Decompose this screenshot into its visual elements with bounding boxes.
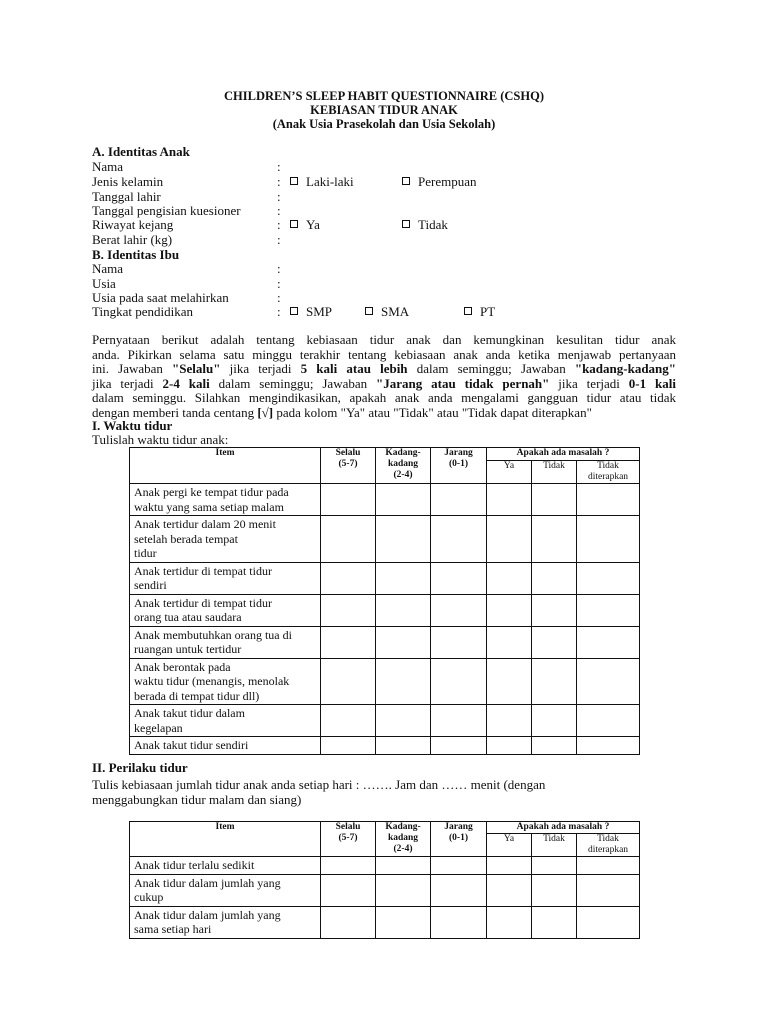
answer-cell-ya[interactable] [487,906,532,938]
answer-cell-tidak[interactable] [532,705,577,737]
label-tanggal-lahir: Tanggal lahir [92,189,161,204]
table-row [130,484,640,516]
answer-cell-ya[interactable] [487,737,532,755]
answer-cell-selalu[interactable] [321,484,376,516]
answer-cell-tidak[interactable] [532,562,577,594]
colon: : [277,261,281,276]
answer-cell-tidak[interactable] [532,626,577,658]
header-masalah: Apakah ada masalah ? [487,448,640,461]
table-row [130,516,640,563]
answer-cell-kadang[interactable] [376,516,431,563]
answer-cell-tidak[interactable] [532,594,577,626]
item-text: Anak tidur dalam jumlah yang [134,875,281,890]
answer-cell-ya[interactable] [487,562,532,594]
header-jarang: Jarang (0-1) [431,822,487,857]
answer-cell-tidak-diterapkan[interactable] [577,562,640,594]
item-text: Anak takut tidur sendiri [134,738,249,752]
answer-cell-jarang[interactable] [431,658,487,705]
table-row [130,737,640,755]
colon: : [277,304,281,319]
answer-cell-tidak-diterapkan[interactable] [577,705,640,737]
perilaku-tidur-table [129,821,640,939]
item-cell [130,906,321,938]
item-cell [130,705,321,737]
item-text: kegelapan [134,720,183,735]
colon: : [277,232,281,247]
colon: : [277,203,281,218]
answer-cell-ya[interactable] [487,626,532,658]
item-text: Anak membutuhkan orang tua di [134,627,292,642]
answer-cell-jarang[interactable] [431,562,487,594]
header-jarang: Jarang (0-1) [431,448,487,484]
answer-cell-tidak[interactable] [532,874,577,906]
answer-cell-tidak-diterapkan[interactable] [577,857,640,875]
answer-cell-jarang[interactable] [431,484,487,516]
label-usia: Usia [92,276,116,291]
item-text: Anak takut tidur dalam [134,706,245,720]
item-text: Anak tidur terlalu sedikit [134,858,255,872]
answer-cell-tidak[interactable] [532,484,577,516]
colon: : [277,217,281,232]
table-row [130,705,640,737]
table-row [130,906,640,938]
table-row [130,626,640,658]
section-1-subtitle: Tulislah waktu tidur anak: [92,432,229,447]
title-line-1: CHILDREN’S SLEEP HABIT QUESTIONNAIRE (CSHQ) [224,89,544,103]
item-text: waktu tidur (menangis, menolak [134,674,290,688]
item-text: waktu yang sama setiap malam [134,499,284,514]
checkbox-icon[interactable] [290,307,298,315]
answer-cell-tidak-diterapkan[interactable] [577,874,640,906]
answer-cell-jarang[interactable] [431,626,487,658]
answer-cell-kadang[interactable] [376,705,431,737]
label-nama-ibu: Nama [92,261,124,276]
label-jenis-kelamin: Jenis kelamin [92,174,164,189]
table-row [130,874,640,906]
option-laki-laki[interactable]: Laki-laki [290,174,354,190]
answer-cell-ya[interactable] [487,484,532,516]
answer-cell-kadang[interactable] [376,626,431,658]
answer-cell-selalu[interactable] [321,562,376,594]
answer-cell-jarang[interactable] [431,594,487,626]
answer-cell-selalu[interactable] [321,705,376,737]
instruction-line: ini. Jawaban "Selalu" jika terjadi 5 kali atau lebih dalam seminggu; Jawaban "kadang-kadang" [92,361,677,376]
answer-cell-kadang[interactable] [376,906,431,938]
answer-cell-kadang[interactable] [376,874,431,906]
table-row [130,562,640,594]
item-text: Anak berontak pada [134,659,231,674]
option-perempuan[interactable]: Perempuan [402,174,476,190]
option-smp[interactable]: SMP [290,304,332,320]
section-b-heading: B. Identitas Ibu [92,247,180,262]
waktu-tidur-table [129,447,640,755]
label-riwayat-kejang: Riwayat kejang [92,217,174,232]
colon: : [277,159,281,174]
answer-cell-tidak-diterapkan[interactable] [577,594,640,626]
header-tidak-diterapkan: Tidak diterapkan [577,461,640,484]
checkbox-icon[interactable] [402,177,410,185]
answer-cell-tidak[interactable] [532,516,577,563]
answer-cell-selalu[interactable] [321,874,376,906]
answer-cell-selalu[interactable] [321,626,376,658]
item-text: ruangan untuk tertidur [134,642,242,656]
item-cell [130,594,321,626]
answer-cell-jarang[interactable] [431,857,487,875]
answer-cell-kadang[interactable] [376,484,431,516]
answer-cell-selalu[interactable] [321,594,376,626]
item-cell [130,626,321,658]
header-ya: Ya [487,461,532,484]
checkbox-icon[interactable] [290,177,298,185]
answer-cell-selalu[interactable] [321,737,376,755]
label-berat-lahir: Berat lahir (kg) [92,232,173,247]
item-text: sama setiap hari [134,922,212,936]
answer-cell-kadang[interactable] [376,562,431,594]
item-text: setelah berada tempat [134,531,238,546]
answer-cell-ya[interactable] [487,874,532,906]
answer-cell-tidak-diterapkan[interactable] [577,626,640,658]
item-cell [130,516,321,563]
item-cell [130,658,321,705]
header-item: Item [130,822,321,857]
answer-cell-tidak-diterapkan[interactable] [577,516,640,563]
item-text: cukup [134,890,164,904]
table-row [130,857,640,875]
header-kadang: Kadang- kadang (2-4) [376,822,431,857]
table-row [130,594,640,626]
answer-cell-kadang[interactable] [376,658,431,705]
answer-cell-selalu[interactable] [321,906,376,938]
section-1-heading: I. Waktu tidur [92,418,173,433]
option-pt[interactable]: PT [464,304,495,320]
answer-cell-tidak-diterapkan[interactable] [577,737,640,755]
answer-cell-ya[interactable] [487,658,532,705]
answer-cell-tidak[interactable] [532,737,577,755]
section-a-heading: A. Identitas Anak [92,144,190,159]
answer-cell-tidak[interactable] [532,906,577,938]
header-selalu: Selalu (5-7) [321,448,376,484]
title-line-3: (Anak Usia Prasekolah dan Usia Sekolah) [272,117,496,131]
header-tidak-diterapkan: Tidak diterapkan [577,834,640,857]
item-text: Anak tertidur dalam 20 menit [134,517,276,531]
answer-cell-selalu[interactable] [321,658,376,705]
answer-cell-ya[interactable] [487,594,532,626]
header-ya: Ya [487,834,532,857]
item-text: Anak pergi ke tempat tidur pada [134,485,289,499]
answer-cell-tidak-diterapkan[interactable] [577,658,640,705]
answer-cell-kadang[interactable] [376,857,431,875]
item-text: orang tua atau saudara [134,610,242,624]
header-masalah: Apakah ada masalah ? [487,822,640,834]
label-tingkat-pendidikan: Tingkat pendidikan [92,304,193,319]
title-line-2: KEBIASAN TIDUR ANAK [310,103,458,117]
item-text: Anak tidur dalam jumlah yang [134,907,281,922]
answer-cell-jarang[interactable] [431,906,487,938]
header-selalu: Selalu (5-7) [321,822,376,857]
colon: : [277,290,281,305]
header-tidak: Tidak [532,461,577,484]
item-text: sendiri [134,578,167,592]
label-tanggal-pengisian: Tanggal pengisian kuesioner [92,203,241,218]
option-sma[interactable]: SMA [365,304,409,320]
label-nama-anak: Nama [92,159,124,174]
instruction-line: dengan memberi tanda centang [√] pada kolom "Ya" atau "Tidak" atau "Tidak dapat diterapkan" [92,404,592,420]
item-cell [130,857,321,875]
option-tidak[interactable]: Tidak [402,217,448,233]
item-cell [130,562,321,594]
answer-cell-jarang[interactable] [431,737,487,755]
section-2-line-2: menggabungkan tidur malam dan siang) [92,792,302,807]
item-cell [130,874,321,906]
answer-cell-tidak-diterapkan[interactable] [577,906,640,938]
answer-cell-kadang[interactable] [376,594,431,626]
answer-cell-jarang[interactable] [431,705,487,737]
answer-cell-jarang[interactable] [431,516,487,563]
answer-cell-selalu[interactable] [321,516,376,563]
instruction-line: anda. Pikirkan selama satu minggu terakhir tentang kebiasaan anak anda ketika menjawab pertanyaan [92,346,676,362]
header-tidak: Tidak [532,834,577,857]
section-2-line-1: Tulis kebiasaan jumlah tidur anak anda setiap hari : ……. Jam dan …… menit (dengan [92,777,546,792]
answer-cell-selalu[interactable] [321,857,376,875]
answer-cell-ya[interactable] [487,857,532,875]
item-text: berada di tempat tidur dll) [134,688,260,703]
header-item: Item [130,448,321,484]
answer-cell-kadang[interactable] [376,737,431,755]
colon: : [277,276,281,291]
item-cell [130,737,321,755]
instruction-line: Pernyataan berikut adalah tentang kebiasaan tidur anak dan kemungkinan kesulitan tidur anak [92,332,676,347]
checkbox-icon[interactable] [402,220,410,228]
colon: : [277,174,281,189]
colon: : [277,189,281,204]
answer-cell-tidak[interactable] [532,857,577,875]
instruction-paragraph [92,333,676,420]
table-row [130,658,640,705]
option-ya[interactable]: Ya [290,217,320,233]
checkbox-icon[interactable] [464,307,472,315]
checkbox-icon[interactable] [290,220,298,228]
answer-cell-tidak[interactable] [532,658,577,705]
answer-cell-ya[interactable] [487,516,532,563]
item-text: Anak tertidur di tempat tidur [134,595,272,610]
item-text: tidur [134,546,157,560]
item-text: Anak tertidur di tempat tidur [134,563,272,578]
answer-cell-jarang[interactable] [431,874,487,906]
instruction-line: dalam seminggu. Silahkan mengindikasikan, apakah anak anda mengalami gangguan tidur atau tidak [92,390,676,405]
section-2-heading: II. Perilaku tidur [92,760,188,775]
header-kadang: Kadang- kadang (2-4) [376,448,431,484]
label-usia-melahirkan: Usia pada saat melahirkan [92,290,229,305]
checkbox-icon[interactable] [365,307,373,315]
instruction-line: jika terjadi 2-4 kali dalam seminggu; Jawaban "Jarang atau tidak pernah" jika terjadi 0-1 kali [92,375,676,391]
answer-cell-ya[interactable] [487,705,532,737]
answer-cell-tidak-diterapkan[interactable] [577,484,640,516]
item-cell [130,484,321,516]
